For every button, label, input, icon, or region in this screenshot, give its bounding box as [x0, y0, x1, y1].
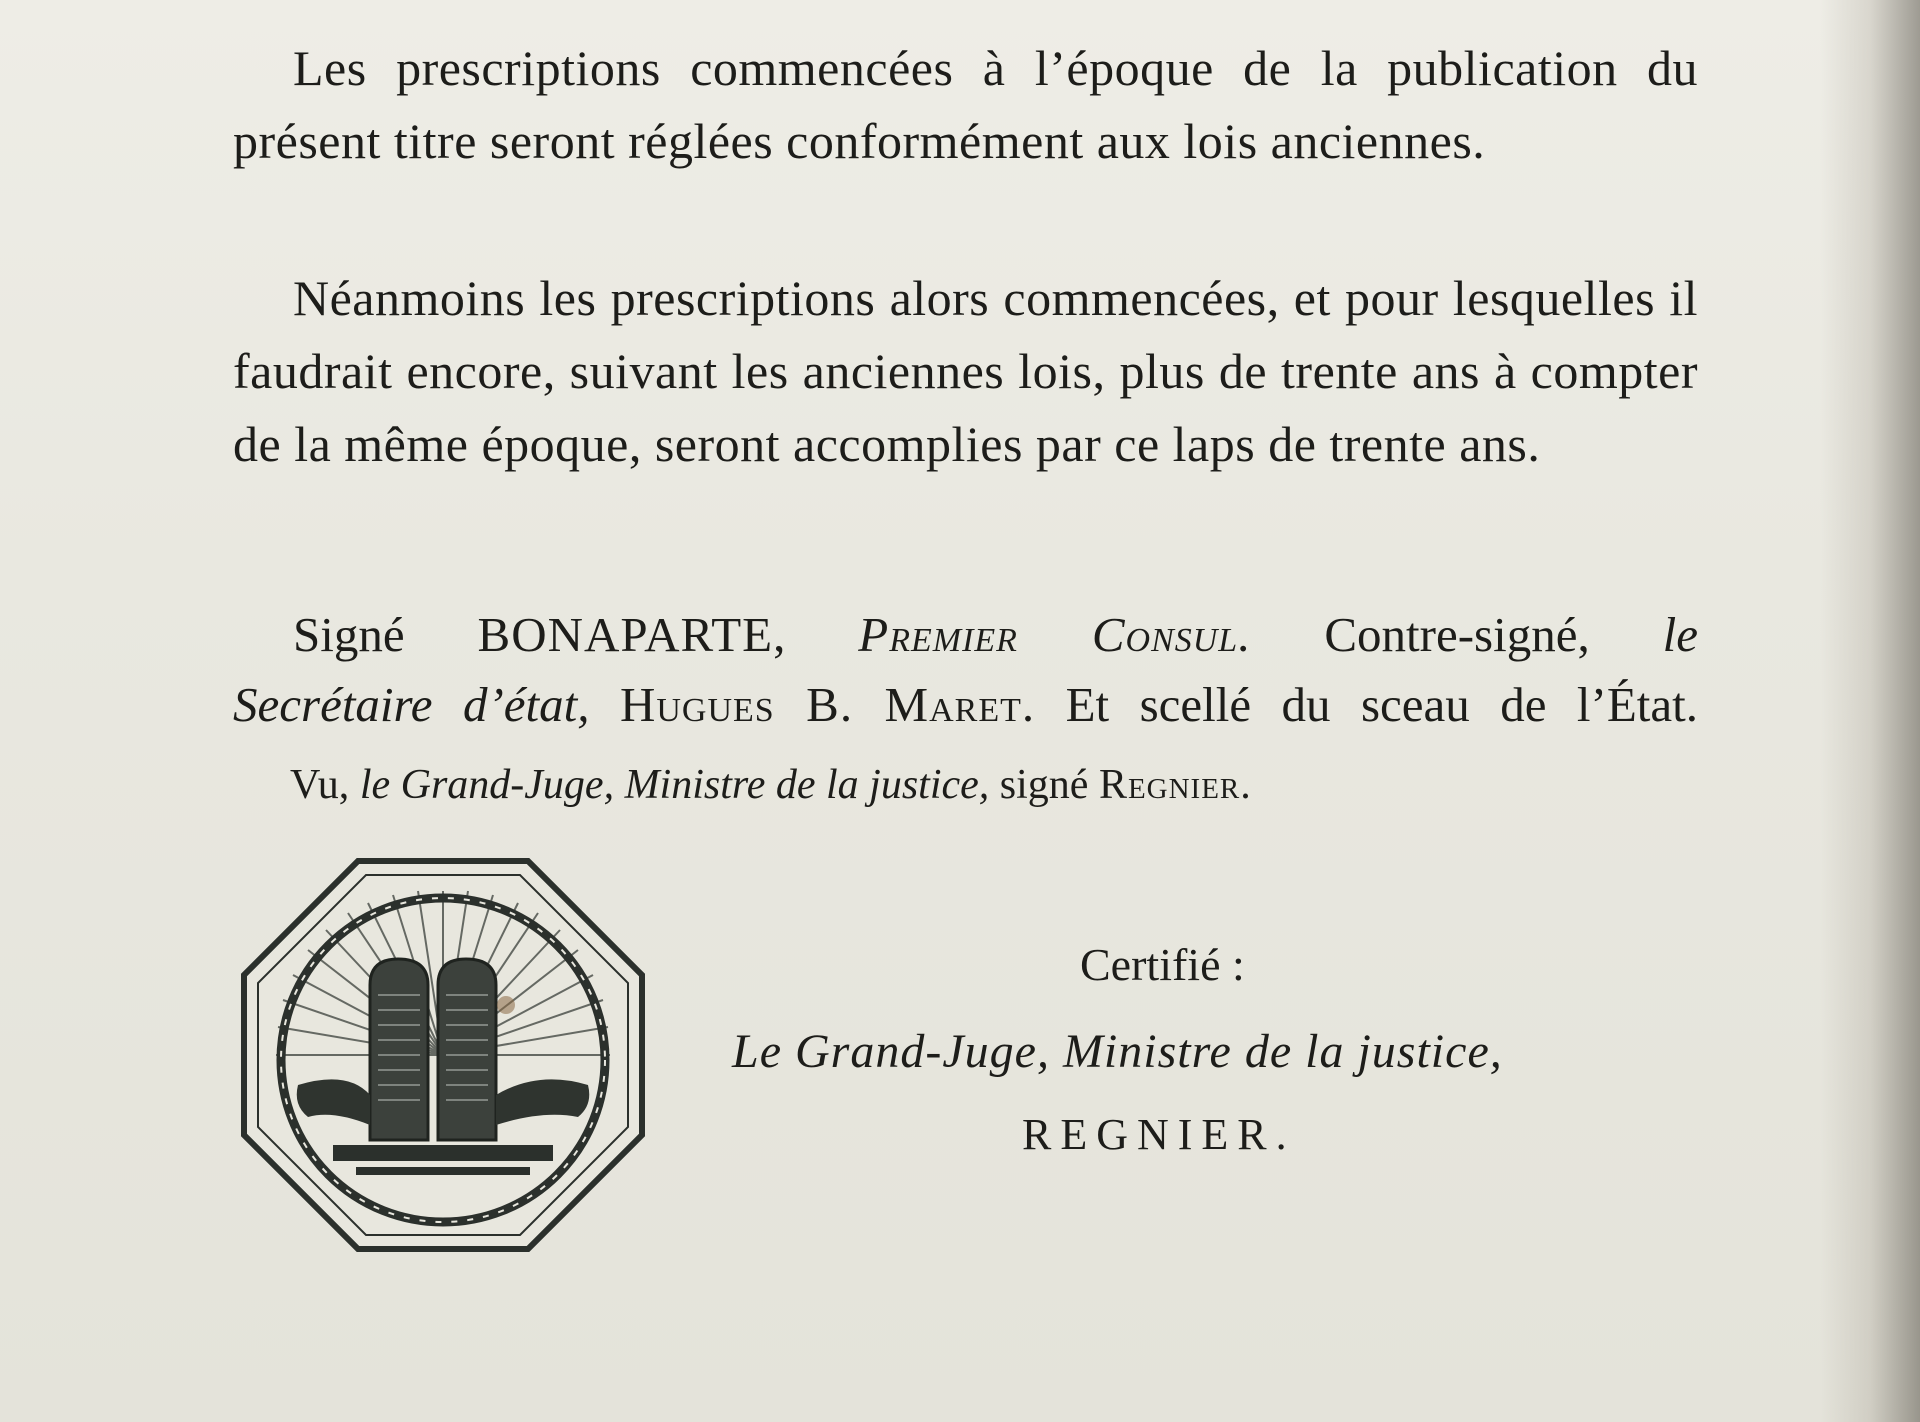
signature-line-2 — [233, 670, 1698, 740]
vu-name: Regnier. — [1098, 762, 1252, 808]
countersigner-name: Hugues B. Maret. — [619, 677, 1036, 732]
certified-label: Certifié : — [1080, 939, 1245, 990]
signed-prefix: Signé — [293, 607, 405, 662]
signer-title: Premier Consul. — [858, 607, 1252, 662]
sealed-statement: Et scellé du sceau de l’État. — [1065, 677, 1699, 732]
tablets-of-law-seal-icon — [238, 855, 648, 1255]
certifier-name: REGNIER. — [1022, 1110, 1296, 1159]
paragraph-2 — [233, 262, 1698, 481]
countersigner-title-start: le — [1662, 607, 1699, 662]
vu-title: le Grand-Juge, Ministre de la justice, — [359, 762, 990, 808]
countersigner-title: Secrétaire d’état, — [233, 677, 590, 732]
vu-label: Vu, — [290, 762, 350, 808]
countersigned-label: Contre-signé, — [1324, 607, 1590, 662]
signature-block: Signé BONAPARTE, Premier Consul. Contre-signé, le Secrétaire d’état, Hugues B. Maret. Et scellé du sceau de l’État. — [233, 600, 1698, 740]
paragraph-1 — [233, 32, 1698, 178]
vu-signed: signé — [999, 762, 1089, 808]
paragraph-text: Les prescriptions commencées à l’époque de la publication du présent titre seront réglées conformément aux lois anciennes. — [233, 40, 1698, 169]
certifier-title: Le Grand-Juge, Ministre de la justice, — [732, 1025, 1503, 1078]
vu-line — [290, 755, 1510, 815]
paragraph-text: Néanmoins les prescriptions alors commencées, et pour lesquelles il faudrait encore, suivant les anciennes lois, plus de trente ans à compter de la même époque, seront accomplies par ce laps de trente ans. — [233, 270, 1698, 472]
signer-name: BONAPARTE — [477, 607, 774, 662]
